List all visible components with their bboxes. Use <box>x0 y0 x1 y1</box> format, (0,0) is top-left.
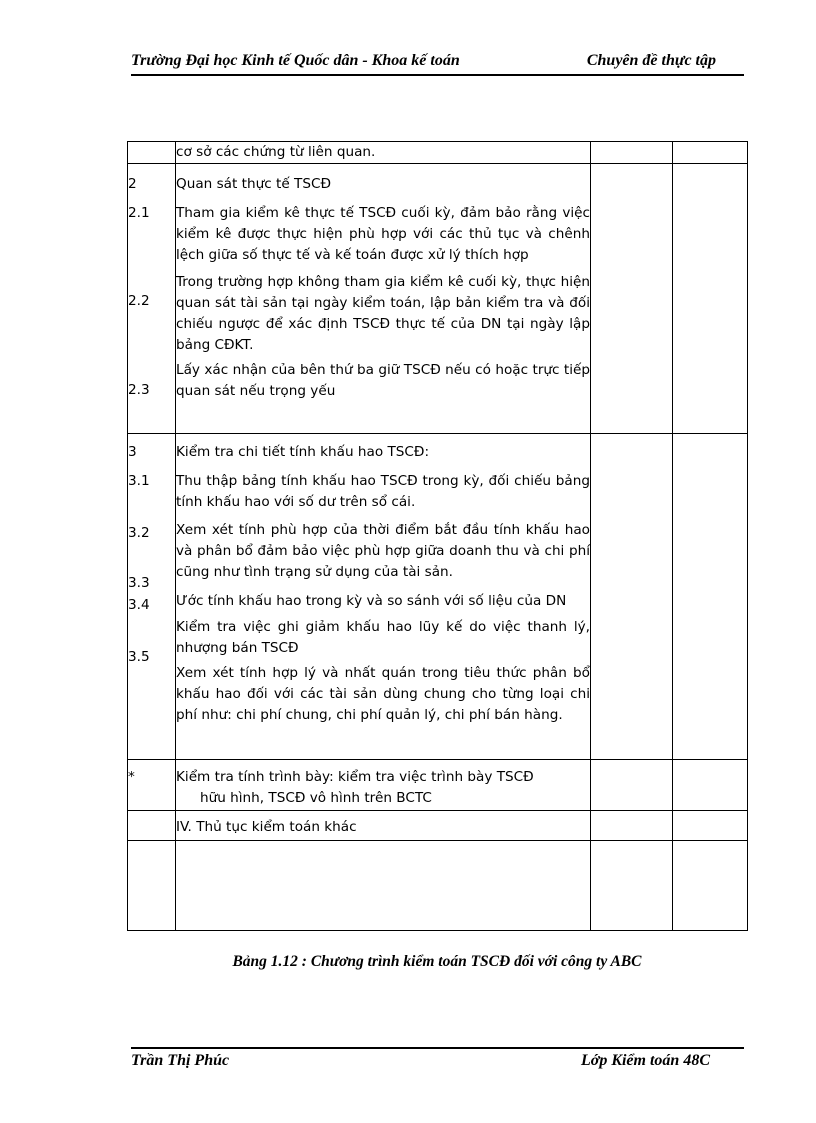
empty-cell <box>591 760 673 811</box>
item-text: Kiểm tra tính trình bày: kiểm tra việc trình bày TSCĐ <box>176 769 534 785</box>
desc-cell <box>176 434 591 760</box>
empty-cell <box>591 434 673 760</box>
header-rule <box>131 74 744 76</box>
empty-cell <box>591 841 673 931</box>
num-cell <box>128 811 176 841</box>
header-school: Trường Đại học Kinh tế Quốc dân - Khoa kế toán <box>131 52 460 69</box>
empty-cell <box>591 811 673 841</box>
item-number: 3.1 <box>128 473 150 489</box>
desc-cell <box>176 142 591 164</box>
item-number: 2.1 <box>128 205 150 221</box>
num-cell <box>128 434 176 760</box>
item-text: Trong trường hợp không tham gia kiểm kê cuối kỳ, thực hiện quan sát tài sản tại ngày kiểm toán, lập bản kiểm tra và đối chiếu ngược để xác định TSCĐ thực tế của DN tại ngày lập bảng CĐKT. <box>176 274 590 353</box>
table-row <box>128 142 748 164</box>
item-text: hữu hình, TSCĐ vô hình trên BCTC <box>200 790 432 806</box>
table-row <box>128 841 748 931</box>
item-number: 3.2 <box>128 525 150 541</box>
item-number: 3.5 <box>128 649 150 665</box>
item-number: 2.2 <box>128 293 150 309</box>
page-footer <box>131 1052 744 1076</box>
row-text: cơ sở các chứng từ liên quan. <box>176 144 376 160</box>
item-heading: Quan sát thực tế TSCĐ <box>176 176 331 192</box>
item-text: Ước tính khấu hao trong kỳ và so sánh với số liệu của DN <box>176 593 567 609</box>
item-text: Tham gia kiểm kê thực tế TSCĐ cuối kỳ, đảm bảo rằng việc kiểm kê được thực hiện phù hợp với các thủ tục và chênh lệch giữa số thực tế và kế toán được xử lý thích hợp <box>176 205 590 263</box>
desc-cell <box>176 164 591 434</box>
empty-cell <box>128 841 176 931</box>
item-number: 2 <box>128 176 137 192</box>
header-doc-title: Chuyên đề thực tập <box>586 52 716 69</box>
table-row <box>128 164 748 434</box>
audit-program-table <box>127 141 748 931</box>
empty-cell <box>673 760 748 811</box>
footer-rule <box>131 1047 744 1049</box>
item-text: Lấy xác nhận của bên thứ ba giữ TSCĐ nếu có hoặc trực tiếp quan sát nếu trọng yếu <box>176 362 590 399</box>
empty-cell <box>673 811 748 841</box>
empty-cell <box>591 142 673 164</box>
item-text: Thu thập bảng tính khấu hao TSCĐ trong kỳ, đối chiếu bảng tính khấu hao với số dư trên sổ cái. <box>176 473 590 510</box>
empty-cell <box>673 142 748 164</box>
footer-class: Lớp Kiểm toán 48C <box>580 1052 710 1069</box>
table-row <box>128 434 748 760</box>
footer-author: Trần Thị Phúc <box>131 1052 230 1069</box>
empty-cell <box>673 841 748 931</box>
num-cell <box>128 164 176 434</box>
item-number: 3.4 <box>128 597 150 613</box>
empty-cell <box>591 164 673 434</box>
num-cell <box>128 760 176 811</box>
page-header <box>131 49 744 75</box>
desc-cell <box>176 811 591 841</box>
empty-cell <box>673 164 748 434</box>
num-cell <box>128 142 176 164</box>
table-row <box>128 760 748 811</box>
item-text: Xem xét tính hợp lý và nhất quán trong tiêu thức phân bổ khấu hao đối với các tài sản dùng chung cho từng loại chi phí như: chi phí chung, chi phí quản lý, chi phí bán hàng. <box>176 665 590 723</box>
item-heading: Kiểm tra chi tiết tính khấu hao TSCĐ: <box>176 444 430 460</box>
item-number: * <box>128 769 135 785</box>
empty-cell <box>673 434 748 760</box>
item-number: 3.3 <box>128 575 150 591</box>
item-text: Kiểm tra việc ghi giảm khấu hao lũy kế do việc thanh lý, nhượng bán TSCĐ <box>176 619 590 656</box>
item-number: 3 <box>128 444 137 460</box>
desc-cell <box>176 760 591 811</box>
section-heading: IV. Thủ tục kiểm toán khác <box>176 819 357 835</box>
item-number: 2.3 <box>128 382 150 398</box>
empty-cell <box>176 841 591 931</box>
table-caption: Bảng 1.12 : Chương trình kiểm toán TSCĐ đối với công ty ABC <box>232 953 642 970</box>
table-row <box>128 811 748 841</box>
item-text: Xem xét tính phù hợp của thời điểm bắt đầu tính khấu hao và phân bổ đảm bảo việc phù hợp giữa doanh thu và chi phí cũng như tình trạng sử dụng của tài sản. <box>176 522 590 580</box>
